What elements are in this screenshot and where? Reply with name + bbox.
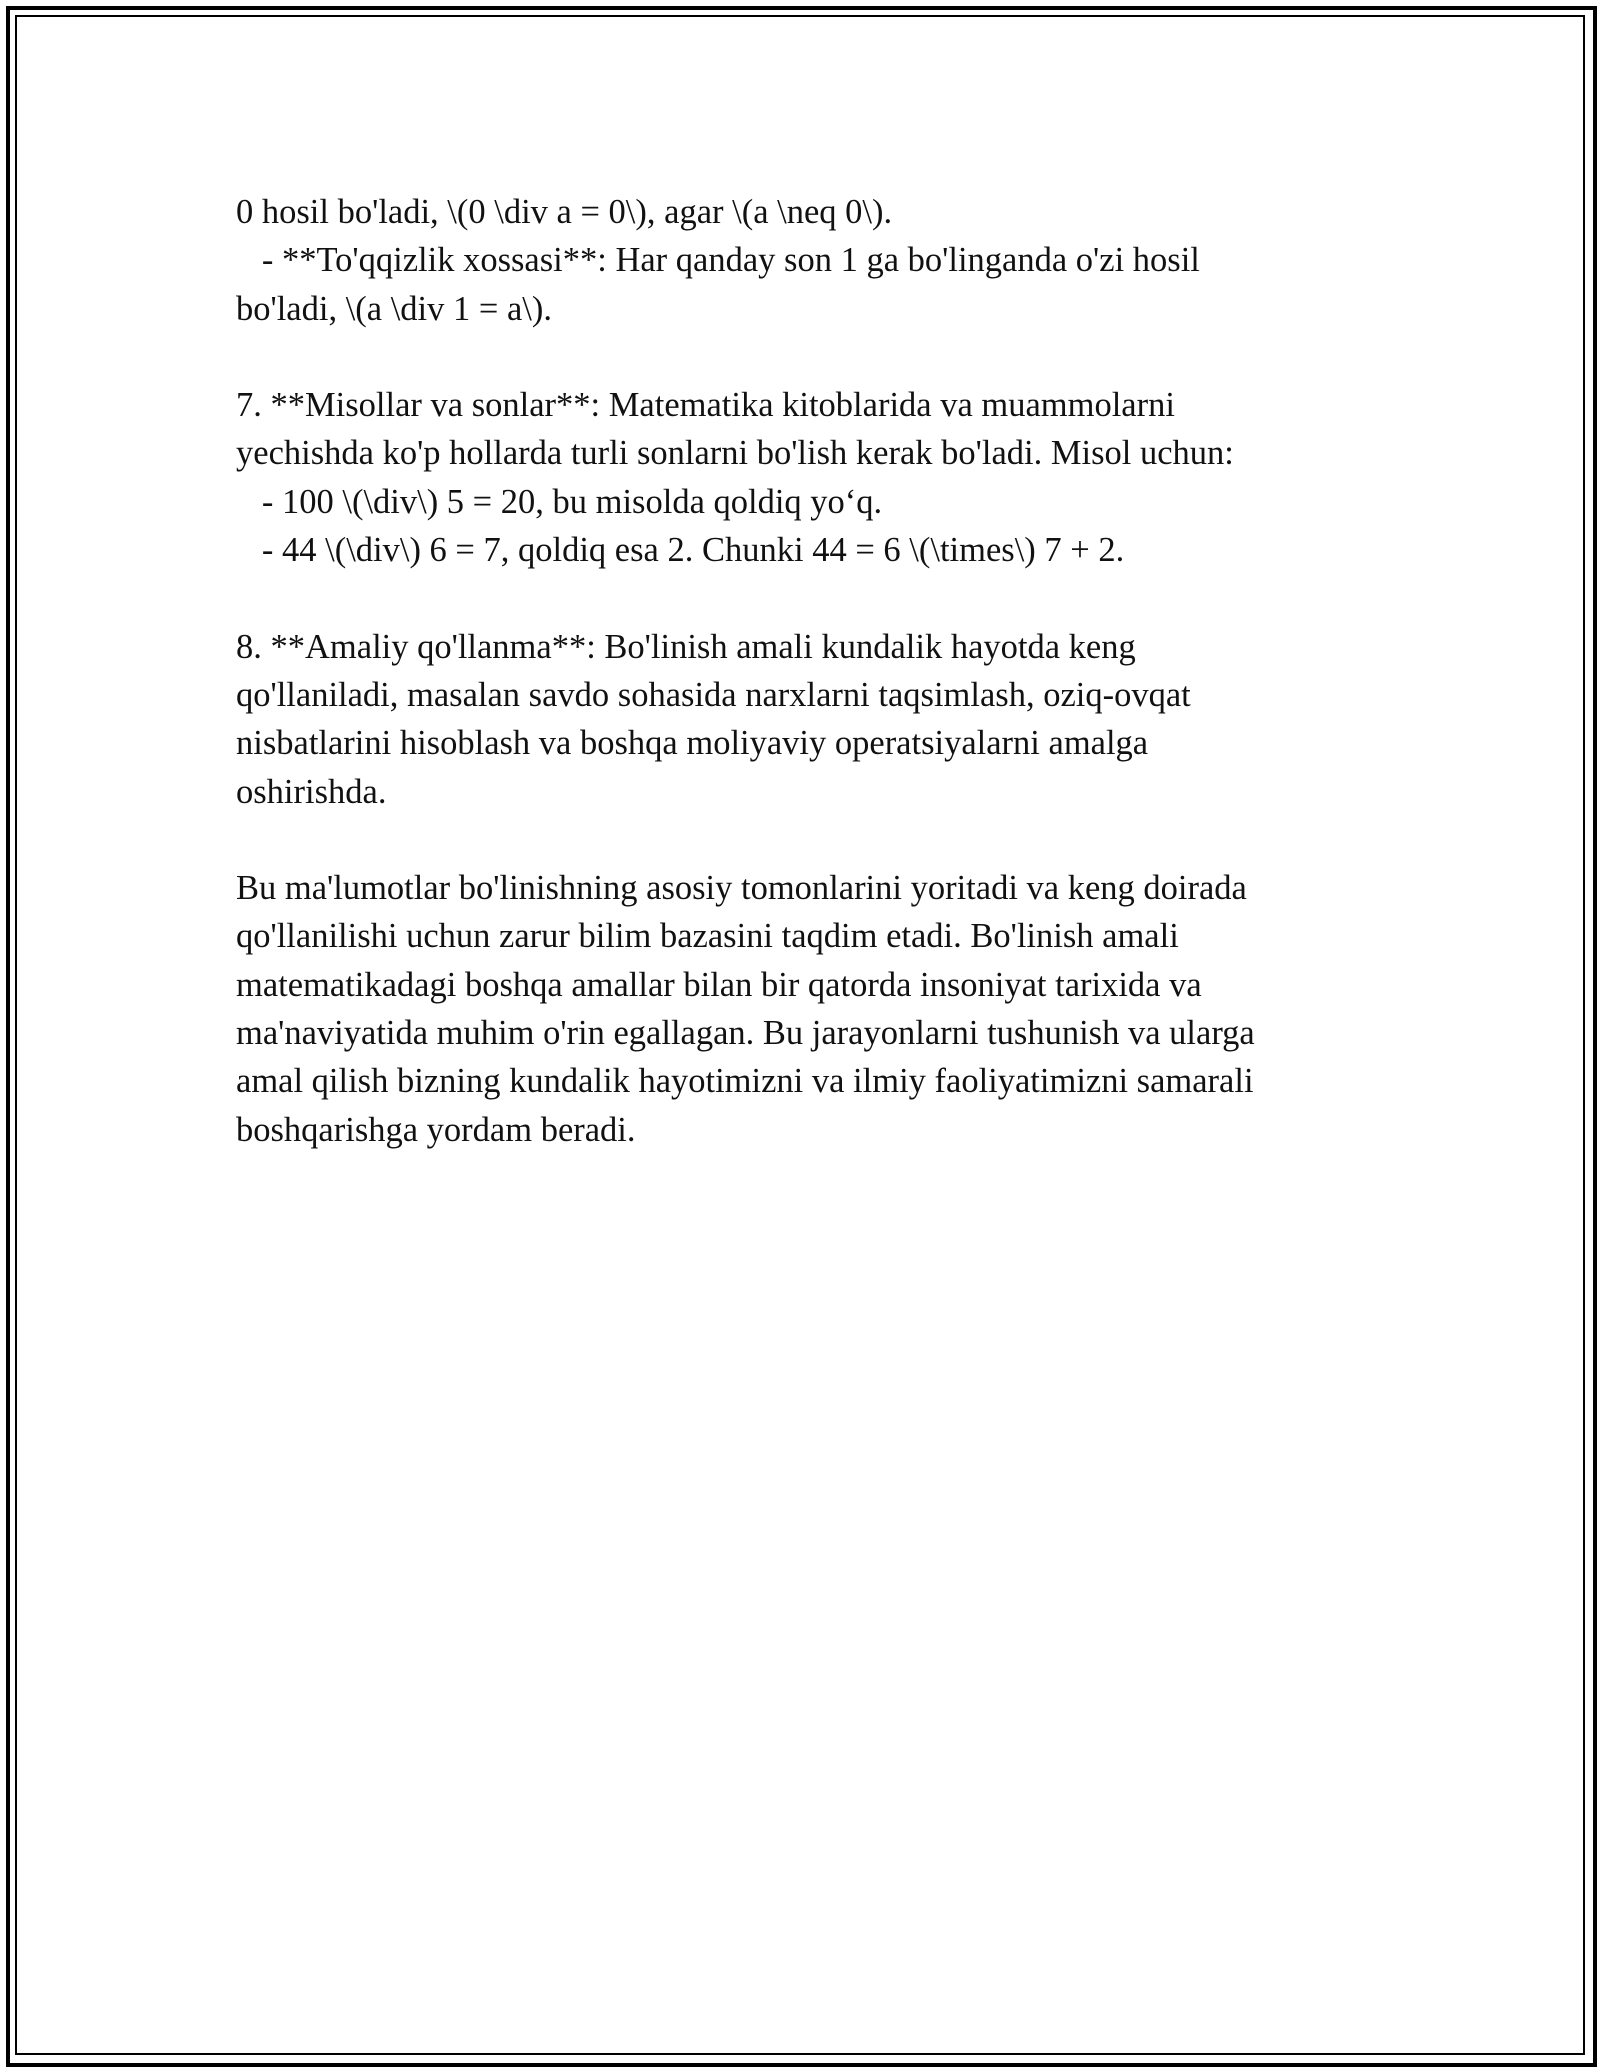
paragraph-examples	[236, 381, 1376, 574]
document-body	[236, 188, 1376, 1154]
text-line: 0 hosil bo'ladi, \(0 \div a = 0\), agar \(a \neq 0\).	[236, 193, 893, 231]
text-line: oshirishda.	[236, 772, 387, 811]
text-line: amal qilish bizning kundalik hayotimizni va ilmiy faoliyatimizni samarali	[236, 1062, 1254, 1101]
text-line: - 44 \(\div\) 6 = 7, qoldiq esa 2. Chunki 44 = 6 \(\times\) 7 + 2.	[236, 531, 1125, 570]
text-line: 7. **Misollar va sonlar**: Matematika kitoblarida va muammolarni	[236, 386, 1175, 425]
paragraph-conclusion	[236, 864, 1376, 1154]
text-line: qo'llaniladi, masalan savdo sohasida narxlarni taqsimlash, oziq-ovqat	[236, 675, 1191, 714]
paragraph-spacer	[236, 333, 1376, 381]
text-line: ma'naviyatida muhim o'rin egallagan. Bu jarayonlarni tushunish va ularga	[236, 1014, 1255, 1053]
paragraph-division-properties	[236, 188, 1376, 333]
text-line: bo'ladi, \(a \div 1 = a\).	[236, 289, 552, 328]
paragraph-spacer	[236, 816, 1376, 864]
text-line: 8. **Amaliy qo'llanma**: Bo'linish amali kundalik hayotda keng	[236, 627, 1136, 666]
text-line: boshqarishga yordam beradi.	[236, 1110, 636, 1149]
text-line: yechishda ko'p hollarda turli sonlarni bo'lish kerak bo'ladi. Misol uchun:	[236, 434, 1234, 473]
paragraph-practical-guide	[236, 623, 1376, 816]
text-line: - 100 \(\div\) 5 = 20, bu misolda qoldiq yo‘q.	[236, 482, 883, 521]
text-line: matematikadagi boshqa amallar bilan bir qatorda insoniyat tarixida va	[236, 965, 1202, 1004]
text-line: nisbatlarini hisoblash va boshqa moliyaviy operatsiyalarni amalga	[236, 724, 1149, 763]
paragraph-spacer	[236, 574, 1376, 622]
text-line: Bu ma'lumotlar bo'linishning asosiy tomonlarini yoritadi va keng doirada	[236, 869, 1247, 908]
text-line: - **To'qqizlik xossasi**: Har qanday son 1 ga bo'linganda o'zi hosil	[236, 241, 1200, 280]
text-line: qo'llanilishi uchun zarur bilim bazasini taqdim etadi. Bo'linish amali	[236, 917, 1179, 956]
